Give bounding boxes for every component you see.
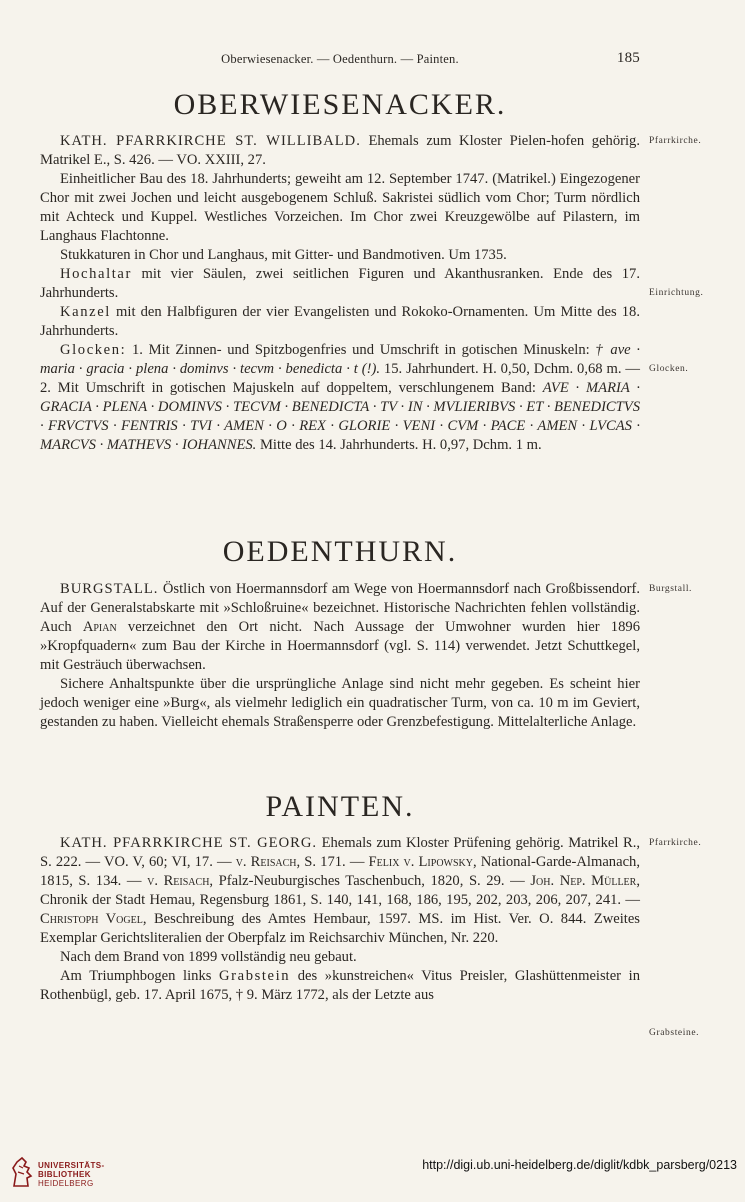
section-body-painten: [40, 834, 640, 1005]
paragraph-text: , National-Garde-Almanach, 1815, S. 134. —: [40, 854, 640, 889]
paragraph: [40, 303, 640, 341]
paragraph-text: mit vier Säulen, zwei seitlichen Figuren und Akanthusranken. Ende des 17. Jahrhunderts.: [40, 266, 640, 301]
library-lion-icon: [10, 1156, 34, 1188]
section-title-painten: PAINTEN.: [265, 790, 415, 823]
person-name: Christoph Vogel: [40, 911, 143, 927]
margin-note-glocken: Glocken.: [649, 364, 689, 374]
logo-line: UNIVERSITÄTS-: [38, 1161, 105, 1170]
paragraph: [40, 834, 640, 948]
paragraph-text: 1. Mit Zinnen- und Spitzbogenfries und Umschrift in gotischen Minuskeln:: [126, 342, 596, 358]
paragraph-text: Östlich von Hoermannsdorf am Wege von Hoermannsdorf nach Großbissendorf. Auf der Generalstabskarte mit »Schloßruine« bezeichnet. Historische Nachrichten fehlen vollständig. Auch: [40, 581, 640, 635]
logo-line: HEIDELBERG: [38, 1179, 94, 1188]
paragraph-text: , Beschreibung des Amtes Hembaur, 1597. MS. im Hist. Ver. O. 844. Zweites Exemplar Gerichtsliteralien der Oberpfalz im Reichsarchiv München, Nr. 220.: [40, 911, 640, 946]
paragraph-text: Ehemals zum Kloster Prüfening gehörig. Matrikel R., S. 222. — VO. V, 60; VI, 17. —: [40, 835, 640, 870]
person-name: Felix v. Lipowsky: [368, 854, 473, 870]
lead-term: KATH. PFARRKIRCHE ST. GEORG.: [60, 835, 318, 851]
paragraph: [40, 580, 640, 675]
section-body-oberwiesenacker: [40, 132, 640, 455]
lead-term: BURGSTALL.: [60, 581, 159, 597]
person-name: v. Reisach: [147, 873, 210, 889]
page-number: 185: [616, 50, 640, 66]
person-name: Apian: [82, 619, 117, 635]
paragraph-text: mit den Halbfiguren der vier Evangelisten und Rokoko-Ornamenten. Um Mitte des 18. Jahrhunderts.: [40, 304, 640, 339]
margin-note-pfarrkirche: Pfarrkirche.: [649, 838, 702, 848]
lead-term: Grabstein: [219, 968, 291, 984]
person-name: v. Reisach: [235, 854, 297, 870]
paragraph: Nach dem Brand von 1899 vollständig neu gebaut.: [60, 949, 357, 965]
paragraph-text: Mitte des 14. Jahrhunderts. H. 0,97, Dchm. 1 m.: [256, 437, 542, 453]
paragraph: Stukkaturen in Chor und Langhaus, mit Gitter- und Bandmotiven. Um 1735.: [60, 247, 507, 263]
library-logo[interactable]: [8, 1156, 228, 1192]
paragraph-text: 15. Jahrhundert. H. 0,50, Dchm. 0,68 m. — 2. Mit Umschrift in gotischen Majuskeln auf doppeltem, verschlungenem Band:: [40, 361, 641, 396]
section-title-oberwiesenacker: OBERWIESENACKER.: [173, 88, 507, 121]
logo-line: BIBLIOTHEK: [38, 1170, 91, 1179]
paragraph: Sichere Anhaltspunkte über die ursprüngliche Anlage sind nicht mehr gegeben. Es scheint hier jedoch weniger eine »Burg«, als vielmehr lediglich ein quadratischer Turm, von ca. 10 m im Geviert, gestanden zu haben. Vielleicht ehemals Straßensperre oder Grenzbefestigung. Mittelalterliche Anlage.: [40, 676, 640, 730]
margin-note-einrichtung: Einrichtung.: [649, 288, 704, 298]
paragraph-text: , S. 171. —: [296, 854, 369, 870]
margin-note-pfarrkirche: Pfarrkirche.: [649, 136, 702, 146]
paragraph: Einheitlicher Bau des 18. Jahrhunderts; geweiht am 12. September 1747. (Matrikel.) Eingezogener Chor mit zwei Jochen und leicht ausgebogenem Schluß. Sakristei südlich vom Chor; Turm nördlich mit Achteck und Kuppel. Westliches Vorzeichen. Im Chor zwei Kreuzgewölbe auf Pilastern, im Langhaus Flachtonne.: [40, 171, 640, 244]
paragraph-text: , Chronik der Stadt Hemau, Regensburg 1861, S. 140, 141, 168, 186, 195, 202, 203, 206, 207, 241. —: [40, 873, 640, 908]
lead-term: Hochaltar: [60, 266, 132, 282]
inscription: AVE · MARIA · GRACIA · PLENA · DOMINVS · TECVM · BENEDICTA · TV · IN · MVLIERIBVS · ET · BENEDICTVS · FRVCTVS · FENTRIS · TVI · AMEN · O · REX · GLORIE · VENI · CVM · PACE · AMEN · LVCAS · MARCVS · MATHEVS · IOHANNES.: [40, 380, 640, 453]
paragraph: [40, 265, 640, 303]
paragraph-text: Ehemals zum Kloster Pielen-hofen gehörig. Matrikel E., S. 426. — VO. XXIII, 27.: [40, 133, 641, 168]
running-head: [40, 52, 640, 67]
paragraph: [40, 341, 640, 455]
running-head-text: Oberwiesenacker. — Oedenthurn. — Painten.: [221, 52, 459, 66]
library-logo-text: [38, 1161, 105, 1188]
paragraph-text: verzeichnet den Ort nicht. Nach Aussage der Umwohner wurden hier 1896 »Kropfquadern« zum Bau der Kirche in Hoermannsdorf (vgl. S. 114) verwendet. Jetzt Schuttkegel, mit Gesträuch überwachsen.: [40, 619, 640, 673]
lead-term: KATH. PFARRKIRCHE ST. WILLIBALD.: [60, 133, 361, 149]
lead-term: Kanzel: [60, 304, 111, 320]
source-url-link[interactable]: http://digi.ub.uni-heidelberg.de/diglit/kdbk_parsberg/0213: [422, 1158, 737, 1172]
paragraph-text: Am Triumphbogen links: [60, 968, 220, 984]
section-title-oedenthurn: OEDENTHURN.: [222, 535, 458, 568]
section-body-oedenthurn: [40, 580, 640, 732]
paragraph-text: , Pfalz-Neuburgisches Taschenbuch, 1820, S. 29. —: [209, 873, 531, 889]
lead-term: Glocken:: [60, 342, 127, 358]
margin-note-grabsteine: Grabsteine.: [649, 1028, 700, 1038]
margin-note-burgstall: Burgstall.: [649, 584, 693, 594]
paragraph-text: des »kunstreichen« Vitus Preisler, Glashüttenmeister in Rothenbügl, geb. 17. April 1675, † 9. März 1772, als der Letzte aus: [40, 968, 640, 1003]
inscription: † ave · maria · gracia · plena · dominvs · tecvm · benedicta · t (!).: [40, 342, 640, 377]
person-name: Joh. Nep. Müller: [530, 873, 637, 889]
paragraph: [40, 132, 640, 170]
paragraph: [40, 967, 640, 1005]
